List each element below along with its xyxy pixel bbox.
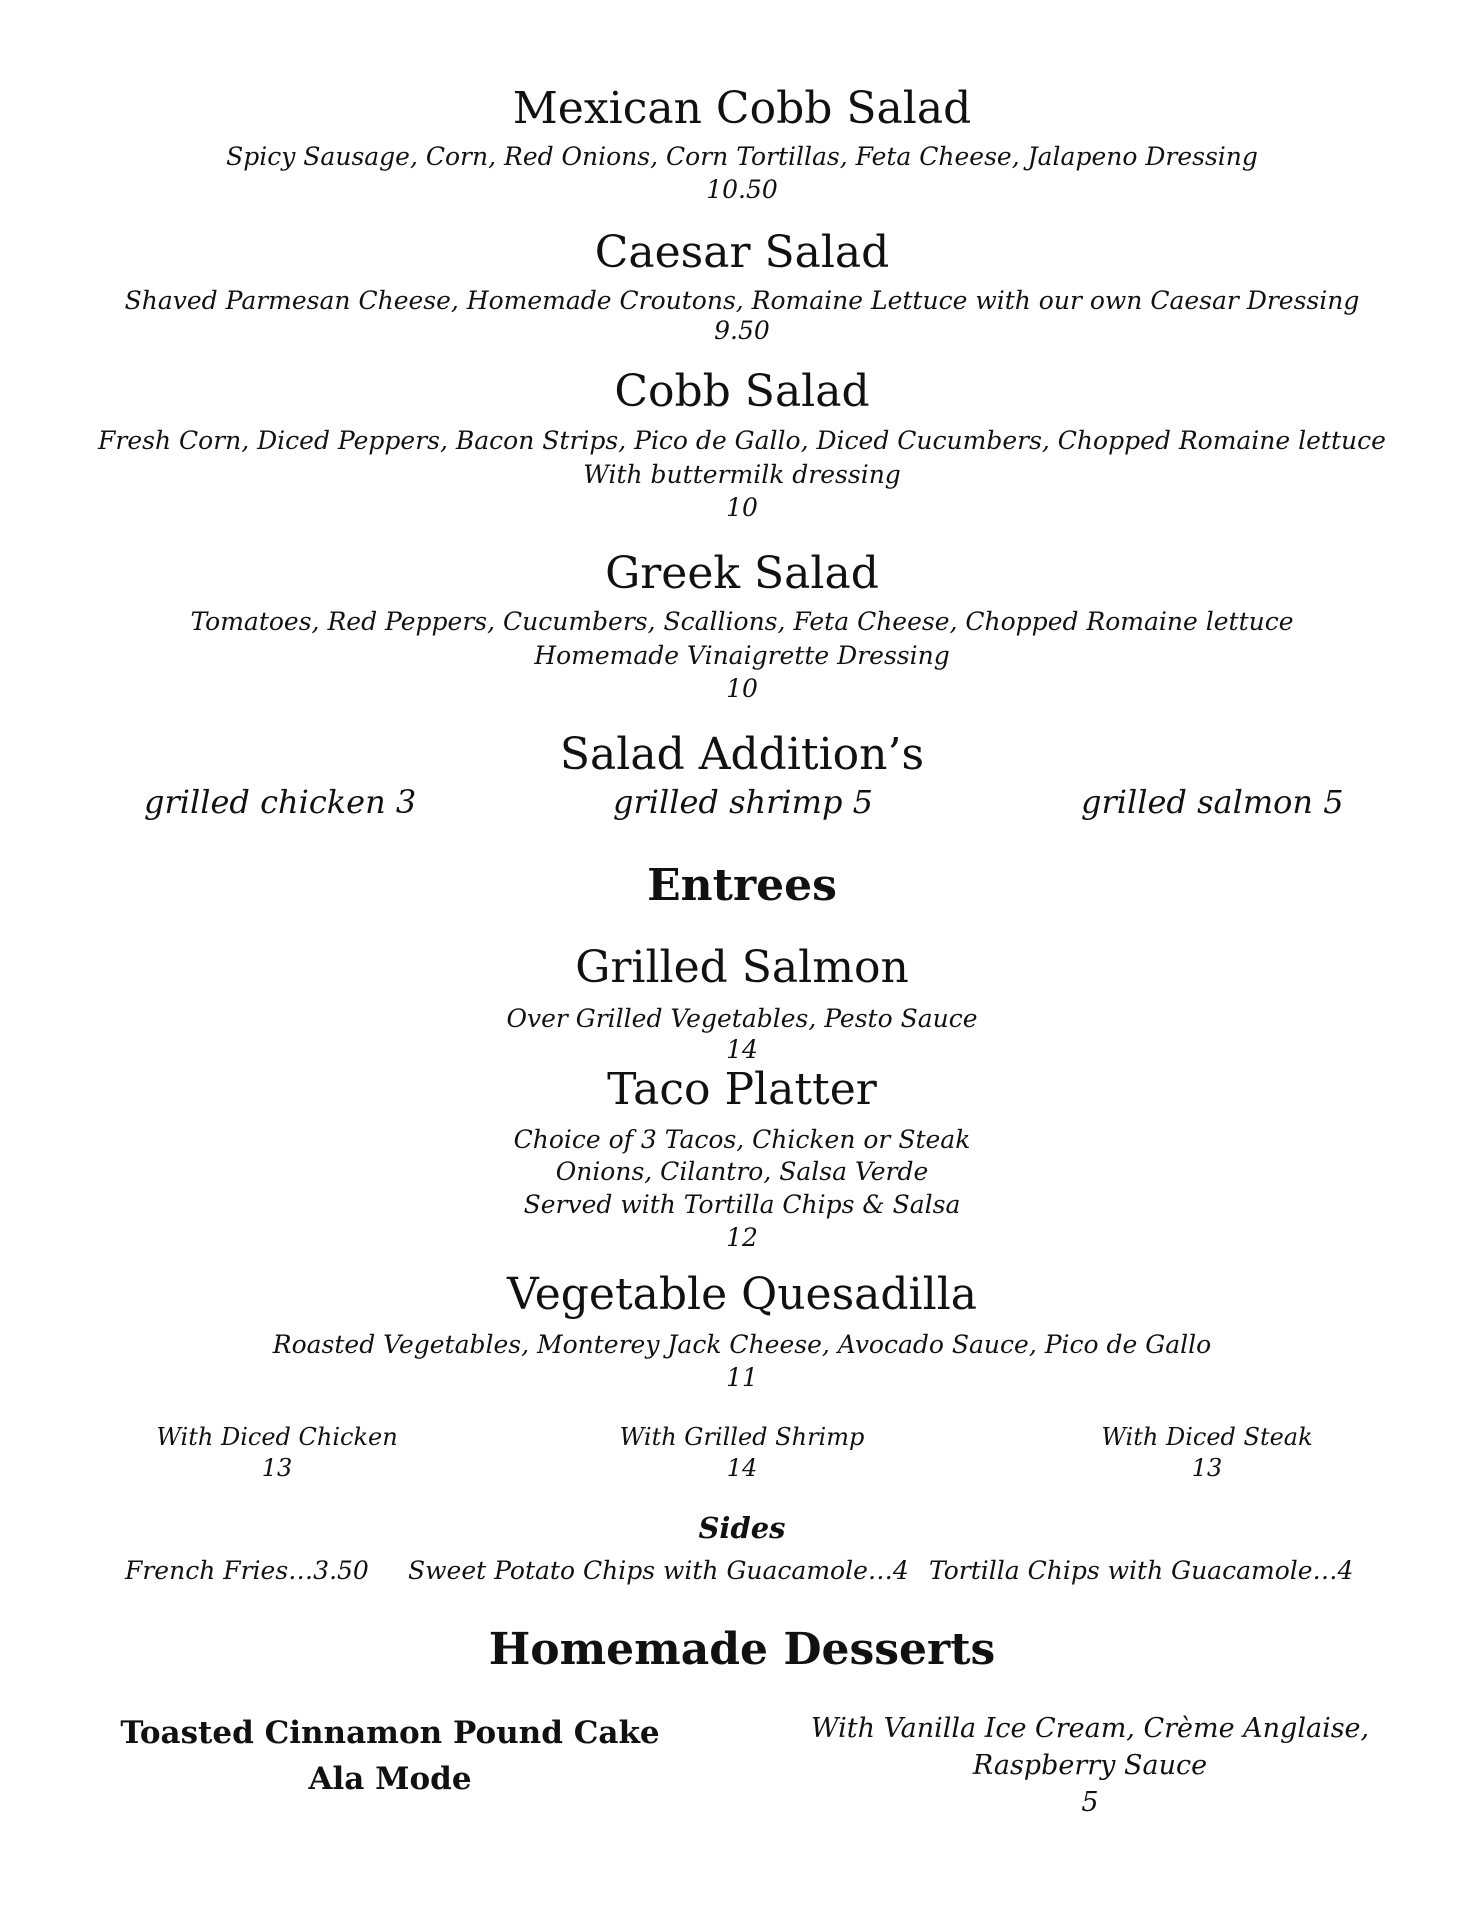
entree-name-taco-platter: Taco Platter: [607, 1064, 877, 1115]
salad-name-mexican-cobb: Mexican Cobb Salad: [512, 83, 972, 134]
salad-description: Spicy Sausage, Corn, Red Onions, Corn Tortillas, Feta Cheese, Jalapeno Dressing: [226, 142, 1258, 171]
quesadilla-option-price: 13: [1191, 1454, 1223, 1482]
entree-price: 14: [726, 1035, 758, 1064]
quesadilla-option-label: With Diced Steak: [1101, 1423, 1313, 1451]
dessert-price: 5: [1081, 1787, 1099, 1818]
sides-heading: Sides: [698, 1511, 786, 1545]
dessert-name-line: Ala Mode: [308, 1761, 472, 1797]
entree-description: Over Grilled Vegetables, Pesto Sauce: [506, 1004, 978, 1033]
entree-description: Onions, Cilantro, Salsa Verde: [555, 1157, 929, 1186]
salad-price: 10: [726, 493, 758, 522]
salad-name-cobb: Cobb Salad: [614, 366, 870, 417]
dessert-description-line: Raspberry Sauce: [972, 1750, 1208, 1781]
entree-name-grilled-salmon: Grilled Salmon: [575, 942, 909, 993]
quesadilla-option-price: 14: [726, 1454, 758, 1482]
salad-name-caesar: Caesar Salad: [594, 227, 890, 278]
quesadilla-option-price: 13: [261, 1454, 293, 1482]
quesadilla-option: [582, 1422, 902, 1484]
entree-price: 11: [726, 1363, 758, 1392]
dessert-name: [90, 1710, 690, 1802]
entree-price: 12: [726, 1223, 758, 1252]
salad-additions-title: Salad Addition’s: [559, 729, 925, 780]
salad-description: Homemade Vinaigrette Dressing: [534, 641, 950, 670]
salad-description: With buttermilk dressing: [583, 460, 901, 489]
entree-name-vegetable-quesadilla: Vegetable Quesadilla: [506, 1269, 978, 1320]
quesadilla-option-label: With Grilled Shrimp: [619, 1423, 865, 1451]
entree-description: Roasted Vegetables, Monterey Jack Cheese, Avocado Sauce, Pico de Gallo: [272, 1330, 1212, 1359]
salad-description: Shaved Parmesan Cheese, Homemade Croutons, Romaine Lettuce with our own Caesar Dressing: [124, 286, 1360, 315]
entree-description: Served with Tortilla Chips & Salsa: [523, 1190, 961, 1219]
quesadilla-option: [117, 1422, 437, 1484]
salad-addition-item: grilled salmon 5: [1081, 783, 1344, 821]
quesadilla-option: [1047, 1422, 1367, 1484]
side-item: Sweet Potato Chips with Guacamole…4: [408, 1556, 909, 1585]
salad-name-greek: Greek Salad: [605, 548, 879, 599]
quesadilla-option-label: With Diced Chicken: [156, 1423, 398, 1451]
salad-price: 10.50: [706, 175, 778, 204]
salad-price: 9.50: [714, 316, 770, 345]
side-item: French Fries…3.50: [125, 1556, 369, 1585]
entrees-heading: Entrees: [647, 860, 837, 911]
salad-addition-item: grilled chicken 3: [144, 783, 417, 821]
side-item: Tortilla Chips with Guacamole…4: [929, 1556, 1354, 1585]
dessert-description: [790, 1710, 1390, 1821]
salad-description: Fresh Corn, Diced Peppers, Bacon Strips, Pico de Gallo, Diced Cucumbers, Chopped Romaine lettuce: [98, 426, 1386, 455]
salad-addition-item: grilled shrimp 5: [613, 783, 873, 821]
dessert-name-line: Toasted Cinnamon Pound Cake: [120, 1715, 660, 1751]
dessert-description-line: With Vanilla Ice Cream, Crème Anglaise,: [810, 1713, 1370, 1744]
salad-price: 10: [726, 674, 758, 703]
entree-description: Choice of 3 Tacos, Chicken or Steak: [513, 1125, 971, 1154]
desserts-heading: Homemade Desserts: [488, 1624, 996, 1675]
salad-description: Tomatoes, Red Peppers, Cucumbers, Scallions, Feta Cheese, Chopped Romaine lettuce: [190, 607, 1294, 636]
